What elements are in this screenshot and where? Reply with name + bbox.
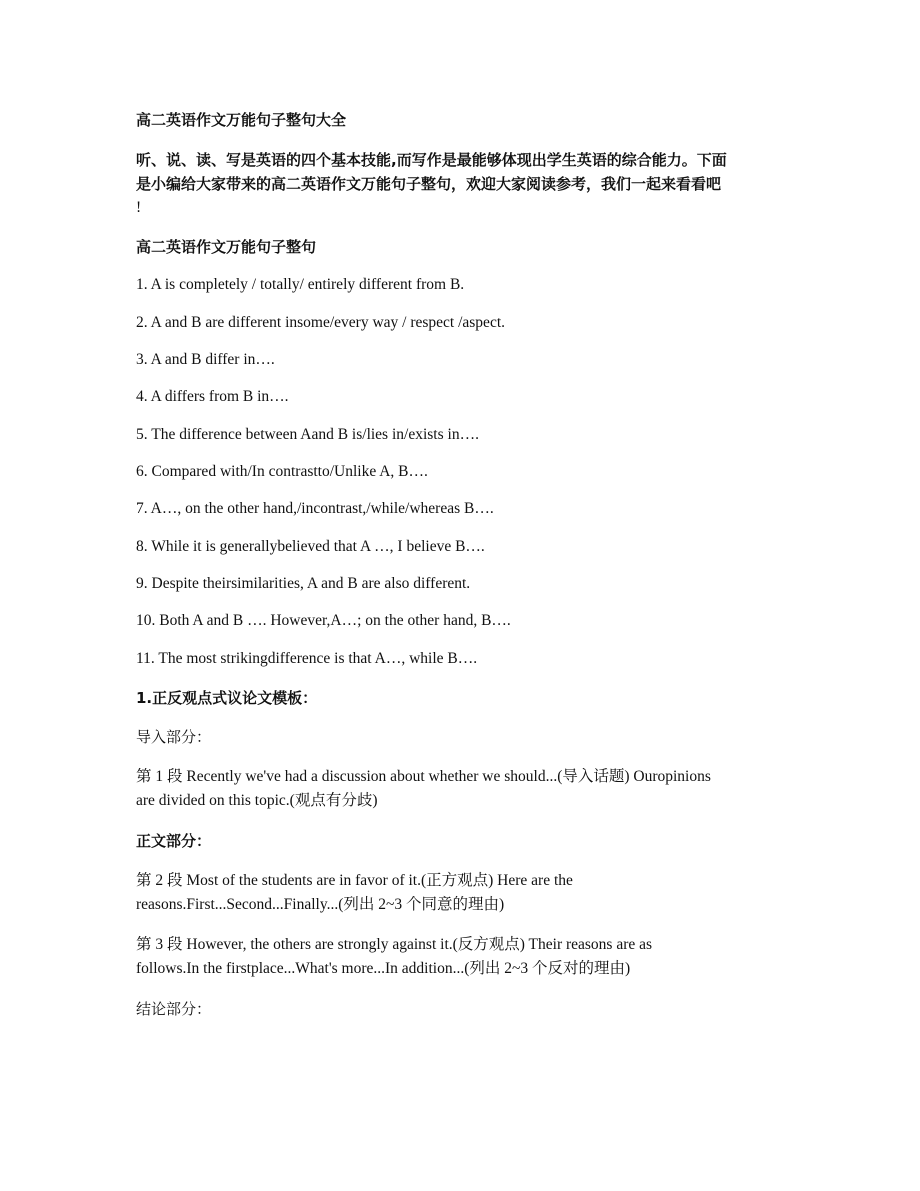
para3-line-2: follows.In the firstplace...What's more...In addition...(列出 2~3 个反对的理由) — [136, 960, 631, 977]
para1-line-1: 第 1 段 Recently we've had a discussion about whether we should...(导入话题) Ouropinions — [136, 768, 711, 785]
intro-part-label: 导入部分： — [136, 728, 212, 746]
sentence-3: 3. A and B differ in…. — [136, 351, 275, 368]
sentence-4: 4. A differs from B in…. — [136, 388, 289, 405]
section-heading: 高二英语作文万能句子整句 — [136, 238, 317, 256]
document-title: 高二英语作文万能句子整句大全 — [136, 111, 347, 129]
sentence-2: 2. A and B are different insome/every way / respect /aspect. — [136, 314, 506, 331]
sentence-9: 9. Despite theirsimilarities, A and B are also different. — [136, 575, 471, 592]
sentence-7: 7. A…, on the other hand,/incontrast,/while/whereas B…. — [136, 500, 494, 517]
para1-line-2: are divided on this topic.(观点有分歧) — [136, 792, 378, 809]
intro-line-2: 是小编给大家带来的高二英语作文万能句子整句，欢迎大家阅读参考，我们一起来看看吧 — [136, 175, 722, 193]
sentence-10: 10. Both A and B …. However,A…; on the other hand, B…. — [136, 612, 511, 629]
intro-line-3: ! — [136, 199, 142, 216]
sentence-6: 6. Compared with/In contrastto/Unlike A, B…. — [136, 463, 428, 480]
intro-line-1: 听、说、读、写是英语的四个基本技能,而写作是最能够体现出学生英语的综合能力。下面 — [136, 151, 727, 169]
sentence-11: 11. The most strikingdifference is that A…, while B…. — [136, 650, 478, 667]
sentence-5: 5. The difference between Aand B is/lies in/exists in…. — [136, 426, 479, 443]
sentence-8: 8. While it is generallybelieved that A …, I believe B…. — [136, 538, 485, 555]
sentence-1: 1. A is completely / totally/ entirely different from B. — [136, 276, 465, 293]
para3-line-1: 第 3 段 However, the others are strongly against it.(反方观点) Their reasons are as — [136, 936, 653, 953]
body-part-label: 正文部分： — [136, 832, 212, 850]
para2-line-1: 第 2 段 Most of the students are in favor of it.(正方观点) Here are the — [136, 872, 573, 889]
template-heading: 1.正反观点式议论文模板： — [136, 689, 318, 707]
para2-line-2: reasons.First...Second...Finally...(列出 2~3 个同意的理由) — [136, 896, 505, 913]
conclusion-part-label: 结论部分： — [136, 1000, 212, 1018]
